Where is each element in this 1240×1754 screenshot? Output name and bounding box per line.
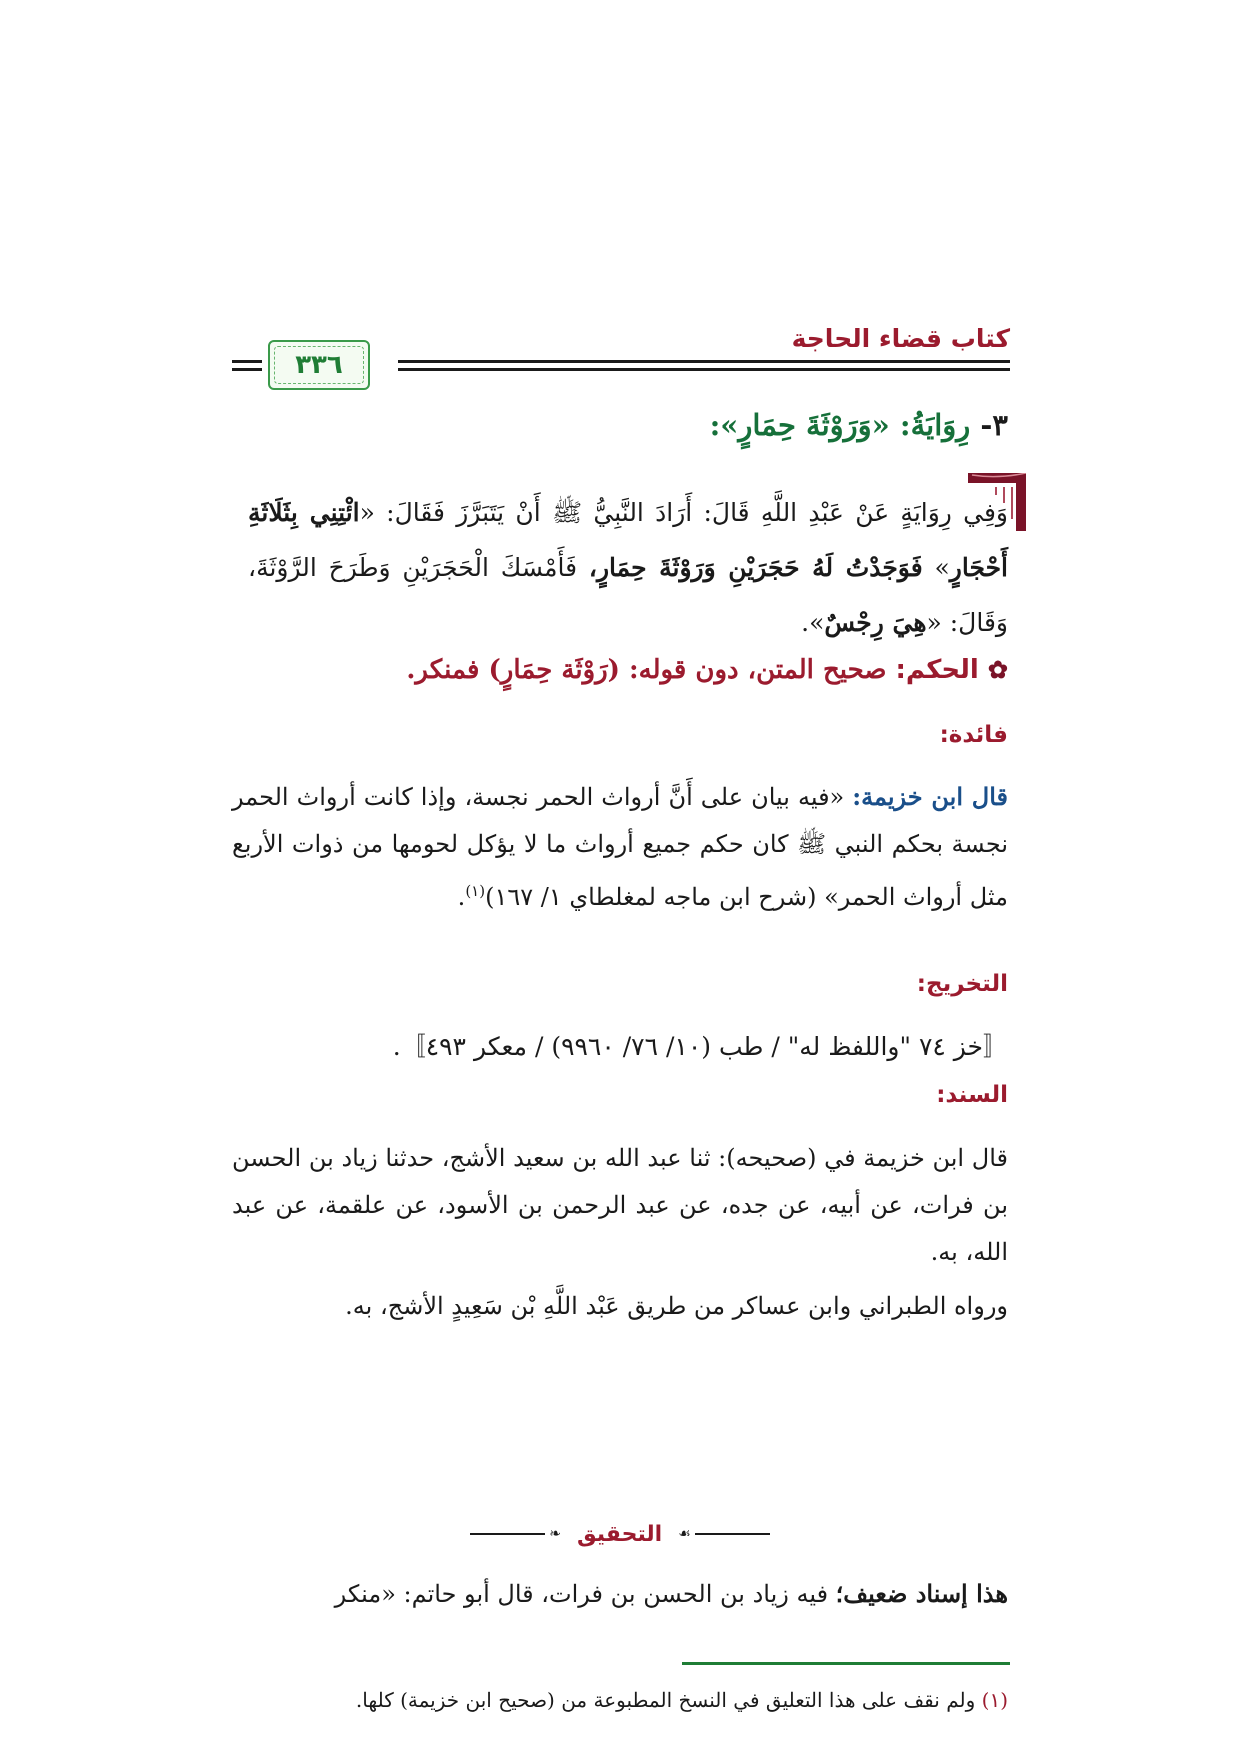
takhrij-text: 〚خز ٧٤ "واللفظ له" / طب (١٠/ ٧٦/ ٩٩٦٠) / معكر ٤٩٣〛. bbox=[392, 1032, 1008, 1061]
faida-label: فائدة: bbox=[939, 722, 1008, 748]
header-rule bbox=[232, 368, 262, 371]
page-header bbox=[232, 318, 1010, 388]
section-title: رِوَايَةُ: «وَرَوْثَةَ حِمَارٍ»: bbox=[709, 408, 971, 442]
divider-line bbox=[470, 1533, 545, 1535]
takhrij-label: التخريج: bbox=[916, 971, 1008, 997]
book-title: كتاب قضاء الحاجة bbox=[791, 324, 1010, 353]
hadith-quote: فَوَجَدْتُ لَهُ حَجَرَيْنِ وَرَوْثَةَ حِمَارٍ، bbox=[588, 553, 923, 582]
hadith-segment: » bbox=[922, 553, 950, 582]
corner-ornament-icon bbox=[968, 473, 1026, 531]
tahqiq-text: فيه زياد بن الحسن بن فرات، قال أبو حاتم: «منكر bbox=[334, 1580, 836, 1608]
header-rule bbox=[398, 360, 1010, 363]
section-number: ٣- bbox=[980, 408, 1008, 442]
faida-paragraph bbox=[232, 773, 1008, 921]
footnote-ref: (١) bbox=[465, 882, 486, 900]
tahqiq-divider bbox=[470, 1519, 770, 1549]
faida-end: . bbox=[457, 883, 466, 911]
faida-text: «فيه بيان على أَنَّ أرواث الحمر نجسة، وإذا كانت أرواث الحمر نجسة بحكم النبي ﷺ كان حكم جميع أرواث ما لا يؤكل لحومها من ذوات الأربع مثل أرواث الحمر» (شرح ابن ماجه لمغلطاي ١/ ١٦٧) bbox=[232, 783, 1008, 911]
page-number-frame bbox=[268, 340, 370, 390]
hadith-segment: فَأَمْسَكَ الْحَجَرَيْنِ وَطَرَحَ الرَّوْثَةَ، وَقَالَ: « bbox=[248, 553, 1008, 637]
ruling-line bbox=[232, 655, 1008, 685]
hadith-quote: هِيَ رِجْسٌ bbox=[824, 608, 927, 637]
ornament-icon: ❧ bbox=[549, 1526, 561, 1542]
tahqiq-paragraph bbox=[232, 1570, 1008, 1618]
hadith-segment: ». bbox=[801, 608, 825, 637]
page-number: ٣٣٦ bbox=[295, 350, 343, 380]
hadith-quote: ائْتِنِي بِثَلَاثَةِ أَحْجَارٍ bbox=[248, 498, 1008, 582]
divider-line bbox=[695, 1533, 770, 1535]
sanad-label: السند: bbox=[936, 1082, 1008, 1108]
section-heading bbox=[232, 408, 1008, 442]
faida-speaker: قال ابن خزيمة: bbox=[852, 782, 1008, 811]
footnote-text: ولم نقف على هذا التعليق في النسخ المطبوعة من (صحيح ابن خزيمة) كلها. bbox=[355, 1688, 982, 1712]
footnote-number: (١) bbox=[981, 1688, 1008, 1712]
footnote bbox=[232, 1688, 1008, 1712]
sanad-paragraph: قال ابن خزيمة في (صحيحه): ثنا عبد الله بن سعيد الأشج، حدثنا زياد بن الحسن بن فرات، عن أبيه، عن جده، عن عبد الرحمن بن الأسود، عن علقمة، عن عبد الله، به. bbox=[232, 1144, 1009, 1266]
header-rule bbox=[232, 360, 262, 363]
hadith-text-block bbox=[248, 485, 1008, 650]
tahqiq-heading: التحقيق bbox=[576, 1521, 663, 1547]
flower-bullet-icon: ✿ bbox=[987, 655, 1008, 684]
hadith-segment: وَفِي رِوَايَةٍ عَنْ عَبْدِ اللَّهِ قَالَ: أَرَادَ النَّبِيُّ ﷺ أَنْ يَتَبَرَّزَ فَقَالَ: « bbox=[359, 498, 1008, 527]
sanad-paragraph-2: ورواه الطبراني وابن عساكر من طريق عَبْد اللَّهِ بْن سَعِيدٍ الأشج، به. bbox=[345, 1292, 1008, 1320]
header-rule bbox=[398, 368, 1010, 371]
ornament-icon: ☙ bbox=[678, 1526, 691, 1542]
ruling-value: صحيح المتن، دون قوله: (رَوْثَة حِمَارٍ) فمنكر. bbox=[406, 655, 887, 685]
hadith-text bbox=[248, 485, 1008, 650]
footnote-rule bbox=[682, 1662, 1010, 1665]
tahqiq-verdict: هذا إسناد ضعيف؛ bbox=[835, 1579, 1008, 1608]
ruling-label: الحكم: bbox=[895, 655, 979, 685]
